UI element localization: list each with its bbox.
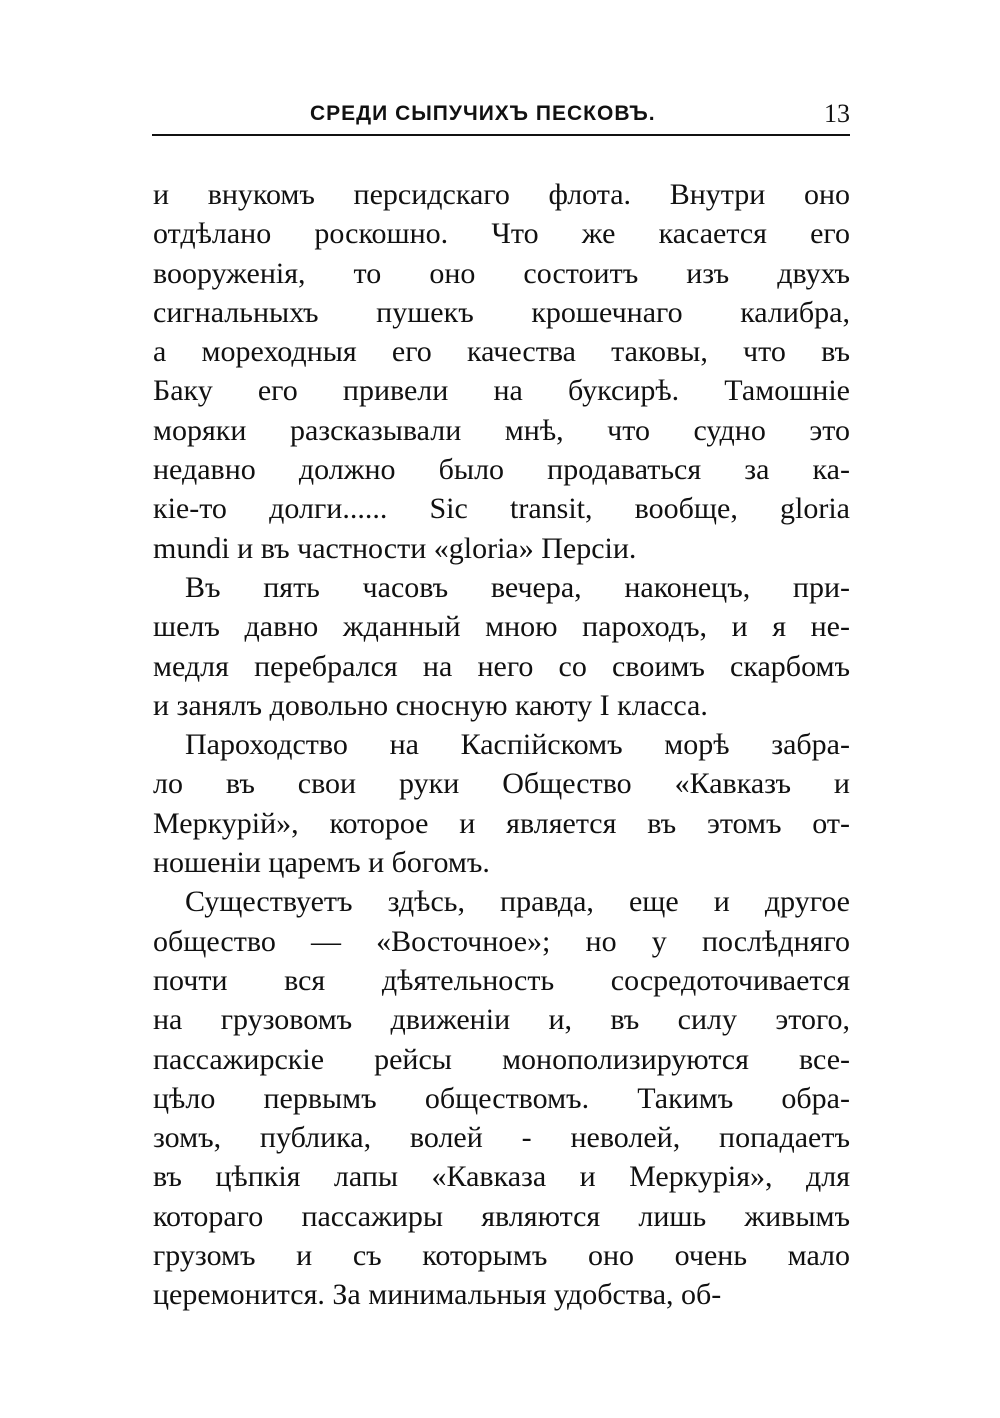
text-line: недавно должно было продаваться за ка- xyxy=(153,453,850,487)
text-line: и внукомъ персидскаго флота. Внутри оно xyxy=(153,178,850,211)
text-line: сигнальныхъ пушекъ крошечнаго калибра, xyxy=(153,295,850,329)
text-line: Существуетъ здѣсь, правда, еще и другое xyxy=(185,885,850,919)
body-text xyxy=(153,175,850,1315)
running-title: СРЕДИ СЫПУЧИХЪ ПЕСКОВЪ. xyxy=(310,102,656,125)
text-line: церемонится. За минимальныя удобства, об- xyxy=(153,1278,722,1312)
text-line: Пароходство на Каспійскомъ морѣ забра- xyxy=(185,728,850,762)
text-line: котораго пассажиры являются лишь живымъ xyxy=(153,1199,850,1233)
paragraph xyxy=(153,175,850,568)
paragraph xyxy=(153,725,850,882)
text-line: отдѣлано роскошно. Что же касается его xyxy=(153,217,850,251)
text-line: кіе-то долги...... Sic transit, вообще, gloria xyxy=(153,492,850,526)
running-header xyxy=(152,98,850,136)
text-line: ло въ свои руки Общество «Кавказъ и xyxy=(153,767,850,801)
text-line: Въ пять часовъ вечера, наконецъ, при- xyxy=(185,570,850,604)
text-line: зомъ, публика, волей - неволей, попадаетъ xyxy=(153,1121,850,1155)
paragraph xyxy=(153,568,850,725)
text-line: моряки разсказывали мнѣ, что судно это xyxy=(153,413,850,447)
text-line: на грузовомъ движеніи и, въ силу этого, xyxy=(153,1003,850,1037)
text-line: общество — «Восточное»; но у послѣдняго xyxy=(153,924,850,958)
text-line: и занялъ довольно сносную каюту I класса. xyxy=(153,688,708,722)
text-line: въ цѣпкія лапы «Кавказа и Меркурія», для xyxy=(153,1160,850,1194)
page-number: 13 xyxy=(824,99,850,128)
text-line: вооруженія, то оно состоитъ изъ двухъ xyxy=(153,256,850,290)
text-line: шелъ давно жданный мною пароходъ, и я не- xyxy=(153,610,850,644)
text-line: mundi и въ частности «gloria» Персіи. xyxy=(153,531,637,565)
text-line: Баку его привели на буксирѣ. Тамошніе xyxy=(153,374,850,408)
text-line: Меркурій», которое и является въ этомъ от- xyxy=(153,806,850,840)
text-line: а мореходныя его качества таковы, что въ xyxy=(153,335,850,369)
text-line: ношеніи царемъ и богомъ. xyxy=(153,846,490,880)
text-line: пассажирскіе рейсы монополизируются все- xyxy=(153,1042,850,1076)
paragraph xyxy=(153,882,850,1314)
text-line: цѣло первымъ обществомъ. Такимъ обра- xyxy=(153,1081,850,1115)
text-line: медля перебрался на него со своимъ скарбомъ xyxy=(153,649,850,683)
text-line: грузомъ и съ которымъ оно очень мало xyxy=(153,1239,850,1273)
text-line: почти вся дѣятельность сосредоточивается xyxy=(153,963,850,997)
